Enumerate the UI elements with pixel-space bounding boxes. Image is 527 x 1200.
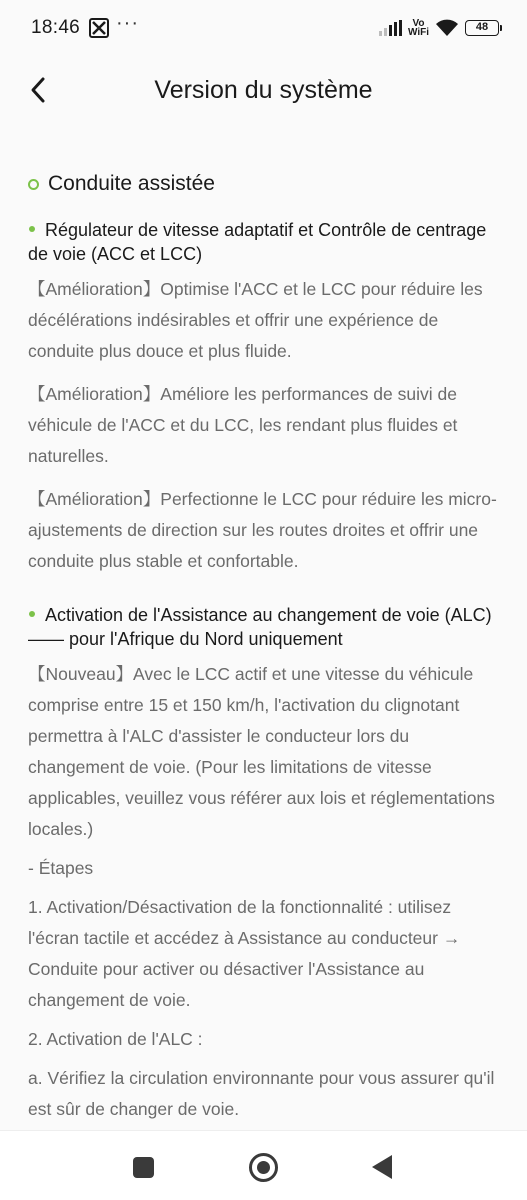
status-indicators <box>379 17 499 39</box>
feature-title-alc <box>28 603 499 651</box>
vowifi-top: Vo <box>412 18 425 29</box>
step-item: 2. Activation de l'ALC : <box>28 1029 203 1049</box>
step-item: 1. Activation/Désactivation de la fonctionnalité : utilisez l'écran tactile et accédez à Assistance au conducteur → Conduite pour activer ou désactiver l'Assistance au changement de voie. <box>28 897 461 1010</box>
bullet-dot-icon <box>29 226 35 232</box>
page-title: Version du système <box>154 76 373 104</box>
section-title-text: Conduite assistée <box>48 172 215 195</box>
release-notes-content[interactable] <box>0 126 527 1130</box>
vowifi-bottom: WiFi <box>407 27 429 38</box>
app-notification-icon <box>89 18 109 38</box>
battery-icon: 48 <box>465 20 499 36</box>
vowifi-icon <box>408 19 429 37</box>
recents-square-icon[interactable] <box>133 1157 154 1178</box>
feature-paragraph: 【Amélioration】Améliore les performances de suivi de véhicule de l'ACC et du LCC, les rendant plus fluides et naturelles. <box>28 384 458 466</box>
feature-title-text: Activation de l'Assistance au changement de voie (ALC) —— pour l'Afrique du Nord uniquement <box>28 605 492 649</box>
signal-icon <box>379 20 402 36</box>
status-time: 18:46 <box>31 17 81 38</box>
feature-title-text: Régulateur de vitesse adaptatif et Contrôle de centrage de voie (ACC et LCC) <box>28 220 487 264</box>
page-header <box>0 56 527 126</box>
section-ring-icon <box>28 179 39 190</box>
home-circle-icon[interactable] <box>249 1153 278 1182</box>
feature-paragraph: 【Amélioration】Perfectionne le LCC pour réduire les micro-ajustements de direction sur les routes droites et offrir une conduite plus stable et confortable. <box>28 489 497 571</box>
more-notifications-icon: ··· <box>116 12 139 34</box>
bullet-dot-icon <box>29 611 35 617</box>
status-bar <box>0 0 527 56</box>
feature-title-acc-lcc <box>28 218 499 266</box>
step-heading: - Étapes <box>28 858 94 878</box>
system-navigation-bar <box>0 1130 527 1200</box>
wifi-icon <box>435 19 459 37</box>
feature-paragraph: 【Amélioration】Optimise l'ACC et le LCC pour réduire les décélérations indésirables et offrir une expérience de conduite plus douce et plus fluide. <box>28 279 483 361</box>
feature-paragraph: 【Nouveau】Avec le LCC actif et une vitesse du véhicule comprise entre 15 et 150 km/h, l'activation du clignotant permettra à l'ALC d'assister le conducteur lors du changement de voie. (Pour les limitations de vitesse applicables, veuillez vous référer aux lois et réglementations locales.) <box>28 664 495 839</box>
step-item: a. Vérifiez la circulation environnante pour vous assurer qu'il est sûr de changer de voie. <box>28 1068 495 1119</box>
back-triangle-icon[interactable] <box>372 1155 392 1179</box>
section-title <box>28 172 499 196</box>
